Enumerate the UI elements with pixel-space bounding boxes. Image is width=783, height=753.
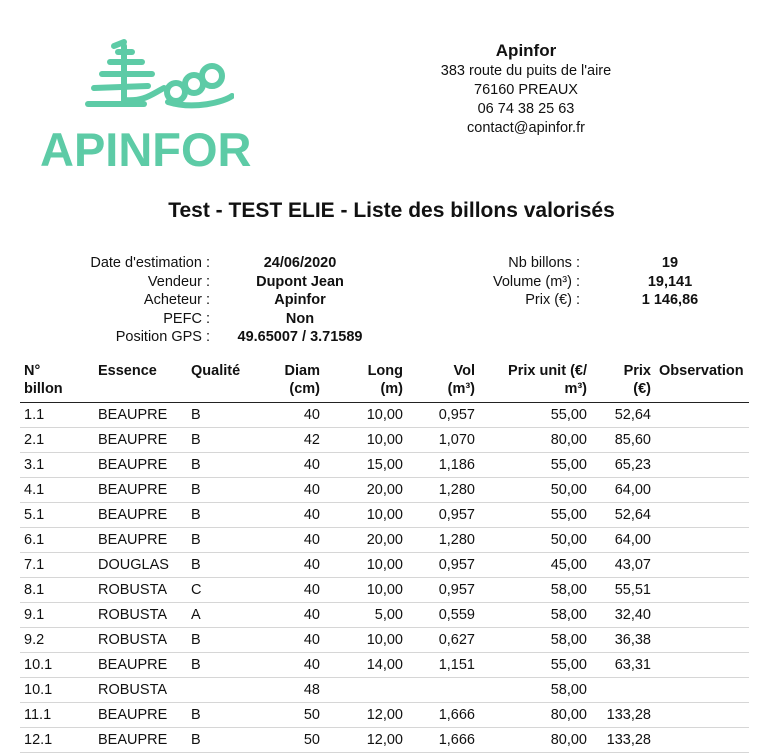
cell-vol: 0,559 bbox=[407, 603, 479, 628]
info-row bbox=[430, 273, 760, 292]
cell-prix: 133,28 bbox=[591, 728, 655, 753]
cell-num: 3.1 bbox=[20, 453, 94, 478]
info-label: Prix (€) : bbox=[525, 292, 580, 308]
cell-vol: 1,666 bbox=[407, 703, 479, 728]
cell-vol: 1,070 bbox=[407, 428, 479, 453]
col-header-prix bbox=[591, 362, 655, 403]
cell-observation bbox=[655, 703, 749, 728]
cell-num: 10.1 bbox=[20, 653, 94, 678]
cell-vol: 1,186 bbox=[407, 453, 479, 478]
cell-prix: 133,28 bbox=[591, 703, 655, 728]
cell-num: 1.1 bbox=[20, 403, 94, 428]
cell-qualite: B bbox=[187, 503, 264, 528]
table-row bbox=[20, 628, 749, 653]
cell-essence: ROBUSTA bbox=[94, 678, 187, 703]
cell-prix-unit: 80,00 bbox=[479, 703, 591, 728]
cell-num: 9.2 bbox=[20, 628, 94, 653]
info-label: Volume (m³) : bbox=[492, 273, 580, 290]
col-header-line: Qualité bbox=[191, 363, 241, 379]
cell-observation bbox=[655, 553, 749, 578]
col-header-line: (€) bbox=[633, 381, 651, 397]
cell-qualite bbox=[187, 678, 264, 703]
info-value: Non bbox=[285, 310, 315, 327]
info-label: Vendeur : bbox=[147, 273, 210, 290]
cell-vol: 1,666 bbox=[407, 728, 479, 753]
cell-observation bbox=[655, 628, 749, 653]
info-label: Position GPS : bbox=[115, 329, 210, 345]
cell-vol: 1,280 bbox=[407, 478, 479, 503]
cell-num: 7.1 bbox=[20, 553, 94, 578]
cell-qualite: B bbox=[187, 703, 264, 728]
cell-qualite: A bbox=[187, 603, 264, 628]
cell-diam: 40 bbox=[264, 403, 324, 428]
cell-long: 14,00 bbox=[324, 653, 407, 678]
cell-essence: BEAUPRE bbox=[94, 453, 187, 478]
cell-num: 6.1 bbox=[20, 528, 94, 553]
cell-essence: ROBUSTA bbox=[94, 578, 187, 603]
col-header-qualite bbox=[187, 362, 264, 403]
info-row bbox=[60, 273, 390, 292]
info-value: 24/06/2020 bbox=[263, 255, 337, 271]
cell-prix: 36,38 bbox=[591, 628, 655, 653]
cell-long bbox=[324, 678, 407, 703]
cell-num: 11.1 bbox=[20, 703, 94, 728]
company-name: Apinfor bbox=[495, 41, 557, 60]
table-row bbox=[20, 603, 749, 628]
table-body bbox=[20, 403, 749, 753]
cell-long: 5,00 bbox=[324, 603, 407, 628]
info-label: Nb billons : bbox=[508, 255, 580, 271]
company-email: contact@apinfor.fr bbox=[467, 120, 585, 136]
table-row bbox=[20, 453, 749, 478]
cell-observation bbox=[655, 678, 749, 703]
info-row bbox=[60, 291, 390, 310]
info-value: 1 146,86 bbox=[641, 292, 699, 308]
table-header-row bbox=[20, 362, 749, 403]
company-logo bbox=[40, 36, 280, 176]
cell-observation bbox=[655, 528, 749, 553]
info-label: PEFC : bbox=[163, 310, 210, 327]
tree-logo-icon bbox=[84, 36, 234, 116]
cell-diam: 40 bbox=[264, 478, 324, 503]
cell-diam: 40 bbox=[264, 503, 324, 528]
col-header-observation bbox=[655, 362, 749, 403]
cell-long: 10,00 bbox=[324, 553, 407, 578]
cell-essence: BEAUPRE bbox=[94, 728, 187, 753]
col-header-line: Prix unit (€/ bbox=[508, 363, 587, 379]
cell-prix: 64,00 bbox=[591, 478, 655, 503]
col-header-line: Long bbox=[367, 363, 403, 379]
cell-prix: 52,64 bbox=[591, 403, 655, 428]
cell-essence: BEAUPRE bbox=[94, 703, 187, 728]
cell-essence: DOUGLAS bbox=[94, 553, 187, 578]
cell-qualite: B bbox=[187, 428, 264, 453]
table-row bbox=[20, 678, 749, 703]
cell-qualite: B bbox=[187, 528, 264, 553]
cell-observation bbox=[655, 478, 749, 503]
col-header-num bbox=[20, 362, 94, 403]
cell-diam: 40 bbox=[264, 578, 324, 603]
cell-diam: 40 bbox=[264, 553, 324, 578]
cell-prix-unit: 58,00 bbox=[479, 578, 591, 603]
cell-diam: 50 bbox=[264, 728, 324, 753]
cell-vol: 0,957 bbox=[407, 403, 479, 428]
col-header-line: m³) bbox=[564, 381, 587, 397]
cell-prix: 85,60 bbox=[591, 428, 655, 453]
cell-prix: 64,00 bbox=[591, 528, 655, 553]
cell-diam: 40 bbox=[264, 603, 324, 628]
cell-long: 10,00 bbox=[324, 578, 407, 603]
cell-prix-unit: 50,00 bbox=[479, 478, 591, 503]
cell-observation bbox=[655, 403, 749, 428]
cell-qualite: B bbox=[187, 453, 264, 478]
cell-long: 10,00 bbox=[324, 503, 407, 528]
col-header-diam bbox=[264, 362, 324, 403]
document-title: Test - TEST ELIE - Liste des billons valorisés bbox=[168, 199, 615, 222]
cell-num: 10.1 bbox=[20, 678, 94, 703]
table-row bbox=[20, 553, 749, 578]
cell-essence: BEAUPRE bbox=[94, 653, 187, 678]
col-header-long bbox=[324, 362, 407, 403]
cell-num: 12.1 bbox=[20, 728, 94, 753]
info-value: 49.65007 / 3.71589 bbox=[237, 329, 363, 345]
cell-prix-unit: 80,00 bbox=[479, 728, 591, 753]
company-city: 76160 PREAUX bbox=[474, 82, 578, 98]
table-row bbox=[20, 578, 749, 603]
cell-essence: BEAUPRE bbox=[94, 478, 187, 503]
col-header-line: Prix bbox=[623, 363, 651, 379]
cell-prix-unit: 50,00 bbox=[479, 528, 591, 553]
info-value: Apinfor bbox=[274, 292, 326, 308]
cell-prix-unit: 55,00 bbox=[479, 503, 591, 528]
cell-long: 20,00 bbox=[324, 528, 407, 553]
cell-vol: 1,151 bbox=[407, 653, 479, 678]
cell-observation bbox=[655, 653, 749, 678]
cell-prix-unit: 58,00 bbox=[479, 628, 591, 653]
col-header-line: (cm) bbox=[289, 381, 320, 397]
cell-long: 20,00 bbox=[324, 478, 407, 503]
cell-num: 4.1 bbox=[20, 478, 94, 503]
col-header-prix-unit bbox=[479, 362, 591, 403]
table-row bbox=[20, 503, 749, 528]
info-label: Acheteur : bbox=[143, 292, 210, 308]
logo-wordmark: APINFOR bbox=[40, 123, 252, 176]
cell-vol: 0,957 bbox=[407, 503, 479, 528]
cell-num: 8.1 bbox=[20, 578, 94, 603]
info-label: Date d'estimation : bbox=[90, 255, 210, 271]
col-header-essence bbox=[94, 362, 187, 403]
col-header-line: (m) bbox=[380, 381, 403, 397]
cell-diam: 40 bbox=[264, 528, 324, 553]
table-row bbox=[20, 703, 749, 728]
col-header-vol bbox=[407, 362, 479, 403]
cell-prix-unit: 80,00 bbox=[479, 428, 591, 453]
info-row bbox=[430, 254, 760, 273]
table-row bbox=[20, 653, 749, 678]
col-header-line: N° bbox=[24, 363, 41, 379]
cell-num: 9.1 bbox=[20, 603, 94, 628]
cell-observation bbox=[655, 578, 749, 603]
info-value: 19,141 bbox=[647, 273, 693, 290]
cell-observation bbox=[655, 503, 749, 528]
cell-observation bbox=[655, 603, 749, 628]
cell-qualite: C bbox=[187, 578, 264, 603]
cell-essence: BEAUPRE bbox=[94, 503, 187, 528]
cell-prix: 43,07 bbox=[591, 553, 655, 578]
cell-observation bbox=[655, 453, 749, 478]
cell-prix-unit: 58,00 bbox=[479, 603, 591, 628]
cell-long: 15,00 bbox=[324, 453, 407, 478]
cell-observation bbox=[655, 728, 749, 753]
col-header-line: Essence bbox=[98, 363, 157, 379]
company-block bbox=[420, 40, 632, 138]
cell-prix: 63,31 bbox=[591, 653, 655, 678]
cell-prix: 55,51 bbox=[591, 578, 655, 603]
billons-table bbox=[20, 362, 749, 753]
company-address: 383 route du puits de l'aire bbox=[440, 63, 612, 79]
cell-prix bbox=[591, 678, 655, 703]
cell-essence: BEAUPRE bbox=[94, 403, 187, 428]
cell-vol bbox=[407, 678, 479, 703]
info-value: Dupont Jean bbox=[256, 273, 344, 290]
cell-essence: BEAUPRE bbox=[94, 528, 187, 553]
table-row bbox=[20, 428, 749, 453]
cell-prix: 32,40 bbox=[591, 603, 655, 628]
table-row bbox=[20, 403, 749, 428]
table-row bbox=[20, 728, 749, 753]
cell-vol: 0,957 bbox=[407, 553, 479, 578]
table-row bbox=[20, 478, 749, 503]
cell-diam: 42 bbox=[264, 428, 324, 453]
cell-vol: 0,957 bbox=[407, 578, 479, 603]
cell-long: 10,00 bbox=[324, 628, 407, 653]
col-header-line: Observation bbox=[659, 363, 744, 379]
cell-prix-unit: 55,00 bbox=[479, 403, 591, 428]
cell-qualite: B bbox=[187, 403, 264, 428]
col-header-line: Diam bbox=[284, 363, 320, 379]
col-header-line: Vol bbox=[453, 363, 475, 379]
cell-diam: 48 bbox=[264, 678, 324, 703]
cell-long: 12,00 bbox=[324, 728, 407, 753]
cell-long: 10,00 bbox=[324, 428, 407, 453]
cell-diam: 40 bbox=[264, 453, 324, 478]
info-row bbox=[60, 328, 390, 347]
col-header-line: billon bbox=[24, 381, 63, 397]
cell-qualite: B bbox=[187, 553, 264, 578]
info-right bbox=[430, 254, 760, 310]
info-row bbox=[60, 310, 390, 329]
cell-observation bbox=[655, 428, 749, 453]
table-row bbox=[20, 528, 749, 553]
cell-num: 5.1 bbox=[20, 503, 94, 528]
cell-prix-unit: 45,00 bbox=[479, 553, 591, 578]
cell-qualite: B bbox=[187, 478, 264, 503]
col-header-line: (m³) bbox=[447, 381, 475, 397]
cell-num: 2.1 bbox=[20, 428, 94, 453]
cell-prix-unit: 58,00 bbox=[479, 678, 591, 703]
cell-qualite: B bbox=[187, 653, 264, 678]
cell-essence: BEAUPRE bbox=[94, 428, 187, 453]
cell-qualite: B bbox=[187, 628, 264, 653]
cell-vol: 0,627 bbox=[407, 628, 479, 653]
cell-diam: 40 bbox=[264, 628, 324, 653]
cell-diam: 40 bbox=[264, 653, 324, 678]
cell-vol: 1,280 bbox=[407, 528, 479, 553]
cell-long: 10,00 bbox=[324, 403, 407, 428]
cell-diam: 50 bbox=[264, 703, 324, 728]
cell-essence: ROBUSTA bbox=[94, 603, 187, 628]
info-row bbox=[430, 291, 760, 310]
company-phone: 06 74 38 25 63 bbox=[477, 101, 575, 117]
info-row bbox=[60, 254, 390, 273]
cell-long: 12,00 bbox=[324, 703, 407, 728]
cell-prix-unit: 55,00 bbox=[479, 453, 591, 478]
cell-qualite: B bbox=[187, 728, 264, 753]
cell-prix: 52,64 bbox=[591, 503, 655, 528]
cell-prix: 65,23 bbox=[591, 453, 655, 478]
info-value: 19 bbox=[661, 255, 679, 271]
cell-prix-unit: 55,00 bbox=[479, 653, 591, 678]
cell-essence: ROBUSTA bbox=[94, 628, 187, 653]
info-left bbox=[60, 254, 390, 347]
